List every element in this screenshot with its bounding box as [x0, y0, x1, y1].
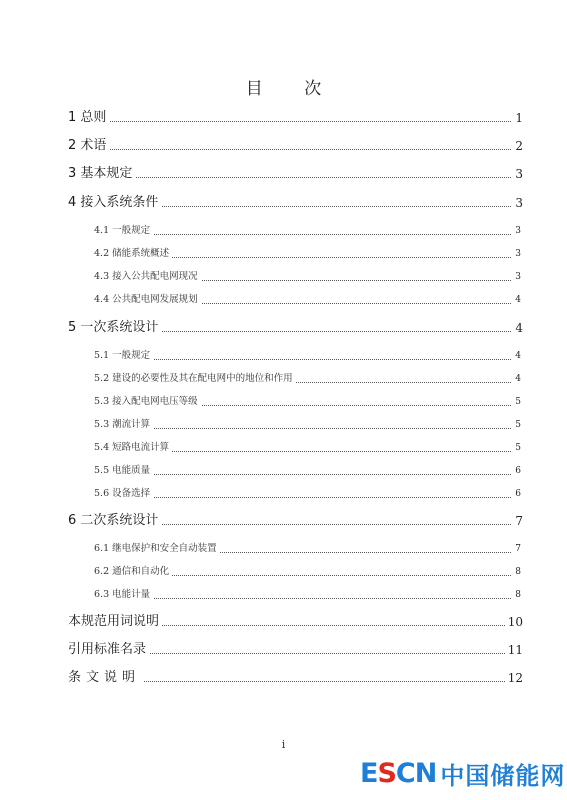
watermark-text: 中国储能网 — [440, 761, 566, 790]
toc-entry-cited-standards[interactable] — [0, 642, 567, 658]
toc-entry-6-3[interactable] — [0, 587, 567, 603]
toc-entry-2[interactable] — [0, 138, 567, 154]
leader-dots — [68, 149, 519, 150]
toc-entry-label: 4.4 公共配电网发展规划 — [94, 292, 201, 308]
toc-entry-label: 条文说明 — [68, 670, 143, 686]
leader-dots — [94, 497, 517, 498]
toc-entry-3[interactable] — [0, 166, 567, 182]
toc-entry-page: 3 — [512, 166, 523, 182]
toc-entry-label: 5.2 建设的必要性及其在配电网中的地位和作用 — [94, 371, 296, 387]
toc-entry-1[interactable] — [0, 110, 567, 126]
toc-entry-4-2[interactable] — [0, 246, 567, 262]
toc-entry-label: 6.1 继电保护和安全自动装置 — [94, 541, 220, 557]
toc-entry-usage-notes[interactable] — [0, 614, 567, 630]
toc-entry-label: 1 总则 — [68, 110, 109, 126]
toc-entry-6-1[interactable] — [0, 541, 567, 557]
toc-entry-page: 12 — [505, 670, 523, 686]
toc-entry-page: 6 — [512, 463, 521, 479]
leader-dots — [68, 177, 519, 178]
leader-dots — [94, 234, 517, 235]
toc-entry-page: 3 — [512, 246, 521, 262]
toc-entry-label: 5.5 电能质量 — [94, 463, 153, 479]
toc-entry-6-2[interactable] — [0, 564, 567, 580]
leader-dots — [68, 121, 519, 122]
toc-entry-label: 5.3 接入配电网电压等级 — [94, 394, 201, 410]
toc-entry-page: 4 — [512, 320, 523, 336]
toc-entry-6[interactable] — [0, 513, 567, 529]
toc-entry-label: 6.2 通信和自动化 — [94, 564, 172, 580]
leader-dots — [94, 359, 517, 360]
toc-entry-page: 5 — [512, 417, 521, 433]
toc-entry-5-1[interactable] — [0, 348, 567, 364]
toc-entry-5-4[interactable] — [0, 440, 567, 456]
watermark — [360, 756, 565, 790]
toc-entry-page: 3 — [512, 195, 523, 211]
toc-entry-page: 5 — [512, 440, 521, 456]
toc-entry-5[interactable] — [0, 320, 567, 336]
leader-dots — [94, 598, 517, 599]
toc-entry-page: 3 — [512, 223, 521, 239]
toc-entry-page: 8 — [512, 587, 521, 603]
toc-entry-label: 2 术语 — [68, 138, 109, 154]
toc-entry-page: 6 — [512, 486, 521, 502]
toc-entry-label: 6 二次系统设计 — [68, 513, 161, 529]
toc-entry-page: 10 — [505, 614, 523, 630]
toc-title: 目 次 — [245, 79, 340, 99]
toc-entry-page: 4 — [512, 292, 521, 308]
toc-entry-page: 11 — [505, 642, 523, 658]
toc-entry-5-5[interactable] — [0, 463, 567, 479]
toc-entry-label: 5.6 设备选择 — [94, 486, 153, 502]
escn-logo: ESCN — [360, 757, 437, 789]
toc-entry-label: 4.3 接入公共配电网现况 — [94, 269, 201, 285]
toc-entry-page: 7 — [512, 513, 523, 529]
toc-entry-4-3[interactable] — [0, 269, 567, 285]
toc-entry-label: 本规范用词说明 — [68, 614, 162, 630]
toc-entry-page: 2 — [512, 138, 523, 154]
toc-entry-page: 3 — [512, 269, 521, 285]
toc-entry-clause-explanation[interactable] — [0, 670, 567, 686]
toc-entry-label: 5.3 潮流计算 — [94, 417, 153, 433]
toc-entry-4-1[interactable] — [0, 223, 567, 239]
toc-entry-label: 4 接入系统条件 — [68, 195, 161, 211]
toc-entry-page: 8 — [512, 564, 521, 580]
toc-entry-5-6[interactable] — [0, 486, 567, 502]
toc-entry-5-3b[interactable] — [0, 417, 567, 433]
toc-entry-5-3a[interactable] — [0, 394, 567, 410]
toc-entry-page: 5 — [512, 394, 521, 410]
page-number: i — [281, 738, 286, 751]
toc-entry-page: 7 — [512, 541, 521, 557]
toc-entry-page: 1 — [512, 110, 523, 126]
toc-entry-4[interactable] — [0, 195, 567, 211]
toc-entry-label: 5.1 一般规定 — [94, 348, 153, 364]
toc-entry-4-4[interactable] — [0, 292, 567, 308]
toc-entry-label: 5.4 短路电流计算 — [94, 440, 172, 456]
toc-entry-page: 4 — [512, 371, 521, 387]
toc-entry-label: 5 一次系统设计 — [68, 320, 161, 336]
toc-entry-label: 引用标准名录 — [68, 642, 149, 658]
toc-entry-5-2[interactable] — [0, 371, 567, 387]
toc-entry-label: 3 基本规定 — [68, 166, 135, 182]
toc-entry-label: 4.1 一般规定 — [94, 223, 153, 239]
leader-dots — [94, 428, 517, 429]
toc-entry-label: 6.3 电能计量 — [94, 587, 153, 603]
leader-dots — [94, 474, 517, 475]
toc-entry-label: 4.2 储能系统概述 — [94, 246, 172, 262]
toc-entry-page: 4 — [512, 348, 521, 364]
